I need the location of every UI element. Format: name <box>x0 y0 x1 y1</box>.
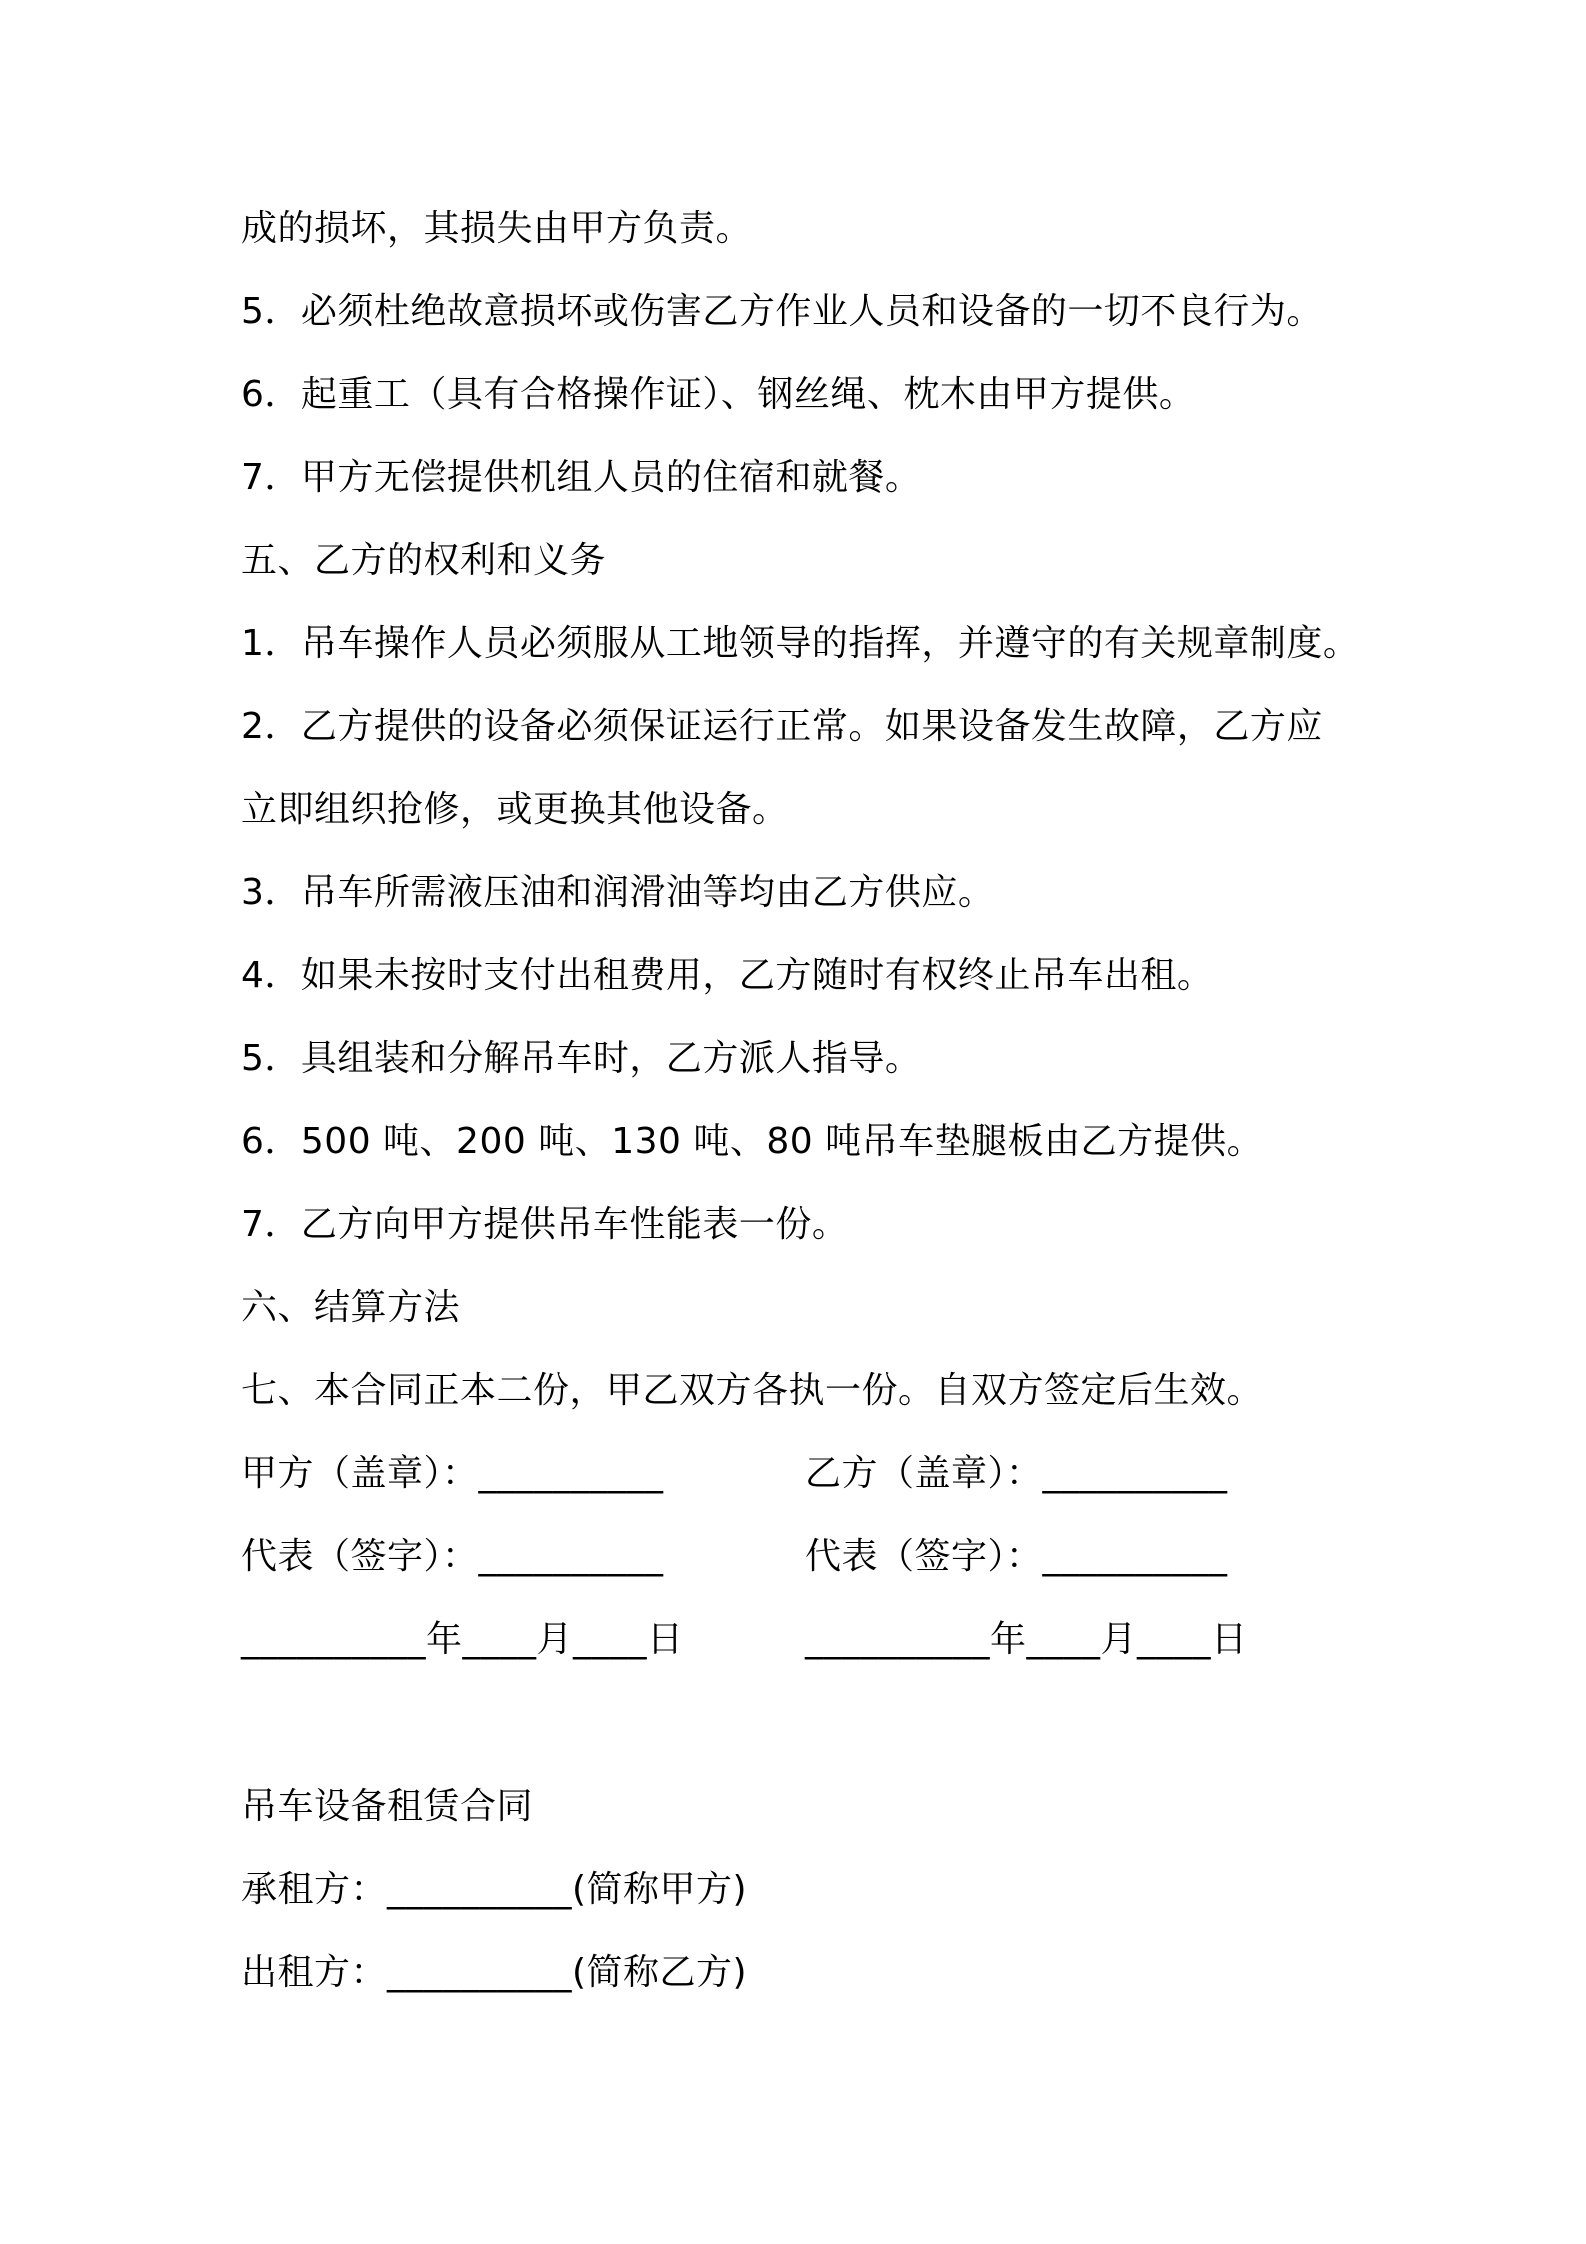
text-line: 5．必须杜绝故意损坏或伤害乙方作业人员和设备的一切不良行为。 <box>241 291 1323 332</box>
text-line: 4．如果未按时支付出租费用，乙方随时有权终止吊车出租。 <box>241 955 1214 996</box>
text-line: 1．吊车操作人员必须服从工地领导的指挥，并遵守的有关规章制度。 <box>241 623 1360 664</box>
party-a-representative-field: 代表（签字）：__________ <box>241 1536 664 1577</box>
text-line: 立即组织抢修，或更换其他设备。 <box>241 789 789 830</box>
text-line: 成的损坏，其损失由甲方负责。 <box>241 208 753 249</box>
section-heading: 五、乙方的权利和义务 <box>241 540 607 581</box>
text-line: 6．起重工（具有合格操作证）、钢丝绳、枕木由甲方提供。 <box>241 374 1196 415</box>
party-b-seal-field: 乙方（盖章）：__________ <box>805 1453 1228 1494</box>
text-line: 七、本合同正本二份，甲乙双方各执一份。自双方签定后生效。 <box>241 1370 1264 1411</box>
lessee-field: 承租方：__________(简称甲方) <box>241 1869 748 1910</box>
party-a-seal-field: 甲方（盖章）：__________ <box>241 1453 664 1494</box>
text-line: 2．乙方提供的设备必须保证运行正常。如果设备发生故障，乙方应 <box>241 706 1323 747</box>
party-b-date-field: __________年____月____日 <box>805 1619 1248 1660</box>
text-line: 3．吊车所需液压油和润滑油等均由乙方供应。 <box>241 872 995 913</box>
section-heading: 六、结算方法 <box>241 1287 461 1328</box>
text-line: 7．乙方向甲方提供吊车性能表一份。 <box>241 1204 849 1245</box>
lessor-field: 出租方：__________(简称乙方) <box>241 1952 748 1993</box>
text-line: 5．具组装和分解吊车时，乙方派人指导。 <box>241 1038 922 1079</box>
contract-title: 吊车设备租赁合同 <box>241 1786 534 1827</box>
party-a-date-field: __________年____月____日 <box>241 1619 684 1660</box>
party-b-representative-field: 代表（签字）：__________ <box>805 1536 1228 1577</box>
text-line: 7．甲方无偿提供机组人员的住宿和就餐。 <box>241 457 922 498</box>
text-line: 6．500 吨、200 吨、130 吨、80 吨吊车垫腿板由乙方提供。 <box>241 1121 1264 1162</box>
